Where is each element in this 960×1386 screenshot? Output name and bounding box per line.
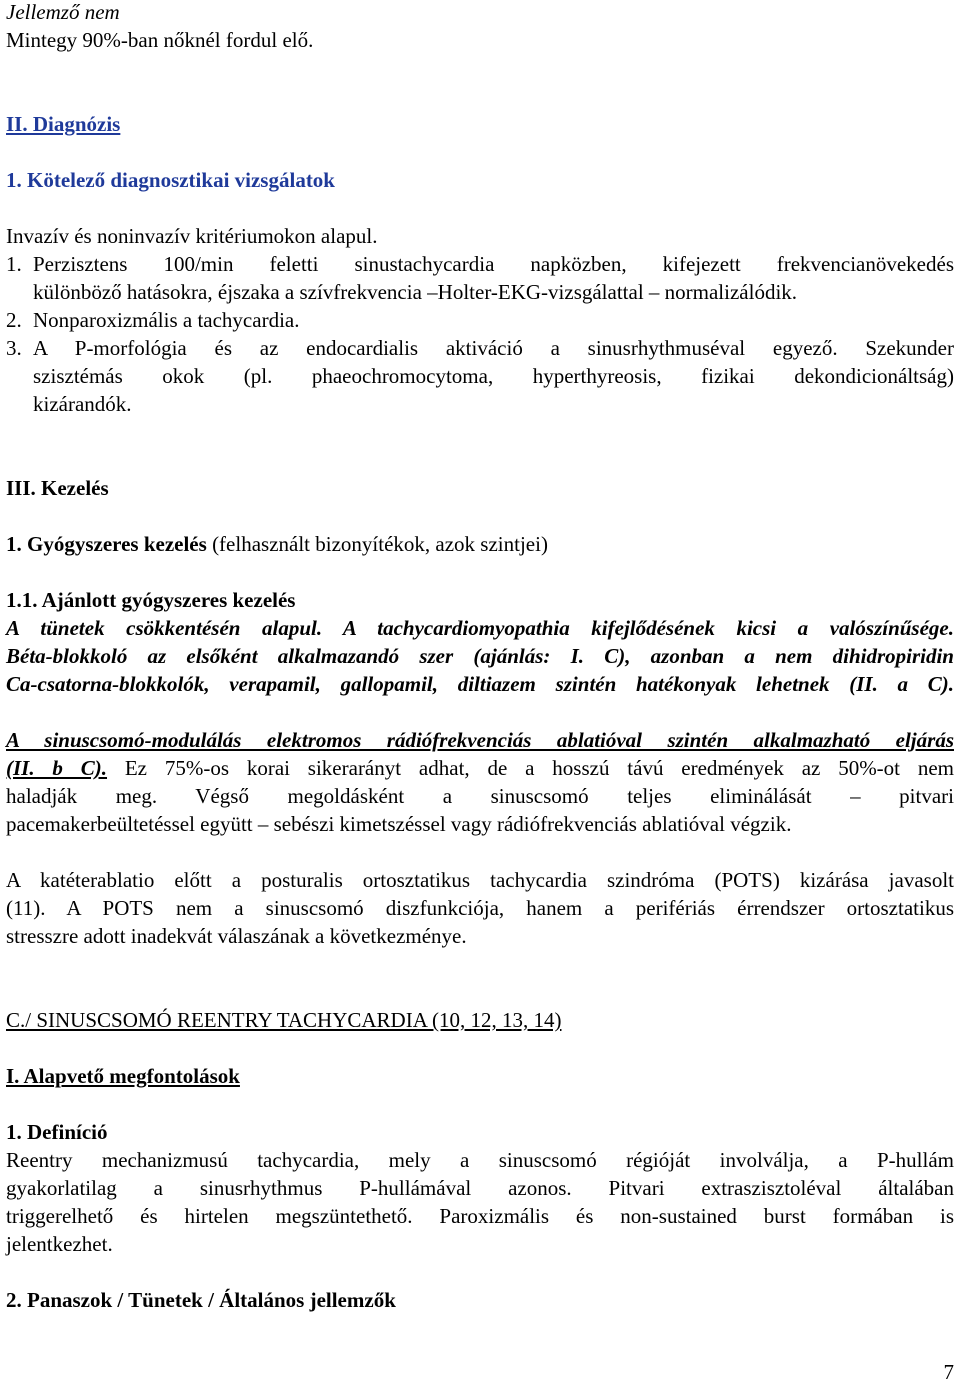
heading-gyogyszeres bbox=[6, 530, 548, 558]
diag-intro: Invazív és noninvazív kritériumokon alapul. bbox=[6, 224, 378, 248]
page-number: 7 bbox=[943, 1360, 954, 1384]
pots-line-3: stresszre adott inadekvát válaszának a következménye. bbox=[6, 924, 467, 948]
definition-line-1: Reentry mechanizmusú tachycardia, mely a sinuscsomó régióját involválja, a P-hullám bbox=[6, 1148, 954, 1172]
pots-line-1: A katéterablatio előtt a posturalis ortosztatikus tachycardia szindróma (POTS) kizárása javasolt bbox=[6, 868, 954, 892]
list-number: 2. bbox=[6, 308, 22, 332]
heading-definicio: 1. Definíció bbox=[6, 1120, 108, 1144]
heading-ajanlott: 1.1. Ajánlott gyógyszeres kezelés bbox=[6, 588, 296, 612]
section-title-reentry: C./ SINUSCSOMÓ REENTRY TACHYCARDIA (10, 12, 13, 14) bbox=[6, 1008, 562, 1032]
list-item-2: Nonparoxizmális a tachycardia. bbox=[33, 308, 300, 332]
list-item-1-line-b: különböző hatásokra, éjszaka a szívfrekvencia –Holter-EKG-vizsgálattal – normalizálódik. bbox=[33, 280, 798, 304]
subtitle-jellemzo: Jellemző nem bbox=[6, 0, 120, 24]
list-number: 1. bbox=[6, 252, 22, 276]
ablation-level: (II. b C). bbox=[6, 756, 108, 780]
ablation-line-3: haladják meg. Végső megoldásként a sinuscsomó teljes eliminálását – pitvari bbox=[6, 784, 954, 808]
heading-alapveto: I. Alapvető megfontolások bbox=[6, 1064, 240, 1088]
definition-line-4: jelentkezhet. bbox=[6, 1232, 113, 1256]
intro-line: Mintegy 90%-ban nőknél fordul elő. bbox=[6, 28, 314, 52]
heading-panaszok: 2. Panaszok / Tünetek / Általános jellemzők bbox=[6, 1288, 396, 1312]
ablation-line-2-rest: Ez 75%-os korai sikerarányt adhat, de a hosszú távú eredmények az 50%-ot nem bbox=[107, 756, 954, 780]
definition-line-2: gyakorlatilag a sinusrhythmus P-hullámával azonos. Pitvari extraszisztoléval általában bbox=[6, 1176, 954, 1200]
list-item-3-line-c: kizárandók. bbox=[33, 392, 132, 416]
heading-diagnozis: II. Diagnózis bbox=[6, 112, 121, 136]
heading-kezeles: III. Kezelés bbox=[6, 476, 109, 500]
recommend-line-2: Béta-blokkoló az elsőként alkalmazandó szer (ajánlás: I. C), azonban a nem dihidropiridin bbox=[6, 644, 954, 668]
definition-line-3: triggerelhető és hirtelen megszüntethető. Paroxizmális és non-sustained burst formában is bbox=[6, 1204, 954, 1228]
ablation-line-1: A sinuscsomó-modulálás elektromos rádiófrekvenciás ablatióval szintén alkalmazható eljárás bbox=[6, 728, 954, 752]
heading-gyogyszeres-bold: 1. Gyógyszeres kezelés bbox=[6, 532, 207, 556]
heading-kotelezo: 1. Kötelező diagnosztikai vizsgálatok bbox=[6, 168, 335, 192]
list-item-1-line-a: Perzisztens 100/min feletti sinustachycardia napközben, kifejezett frekvencianövekedés bbox=[33, 252, 954, 276]
heading-gyogyszeres-rest: (felhasznált bizonyítékok, azok szintjei) bbox=[206, 532, 548, 556]
pots-line-2: (11). A POTS nem a sinuscsomó diszfunkciója, hanem a perifériás érrendszer ortosztatikus bbox=[6, 896, 954, 920]
list-number: 3. bbox=[6, 336, 22, 360]
ablation-line-4: pacemakerbeültetéssel együtt – sebészi kimetszéssel vagy rádiófrekvenciás ablatióval végzik. bbox=[6, 812, 792, 836]
ablation-line-2 bbox=[6, 754, 954, 782]
list-item-3-line-a: A P-morfológia és az endocardialis aktiváció a sinusrhythmuséval egyező. Szekunder bbox=[33, 336, 954, 360]
recommend-line-3: Ca-csatorna-blokkolók, verapamil, gallopamil, diltiazem szintén hatékonyak lehetnek (II. a C). bbox=[6, 672, 954, 696]
list-item-3-line-b: szisztémás okok (pl. phaeochromocytoma, hyperthyreosis, fizikai dekondicionáltság) bbox=[33, 364, 954, 388]
recommend-line-1: A tünetek csökkentésén alapul. A tachycardiomyopathia kifejlődésének kicsi a valószínűsége. bbox=[6, 616, 954, 640]
